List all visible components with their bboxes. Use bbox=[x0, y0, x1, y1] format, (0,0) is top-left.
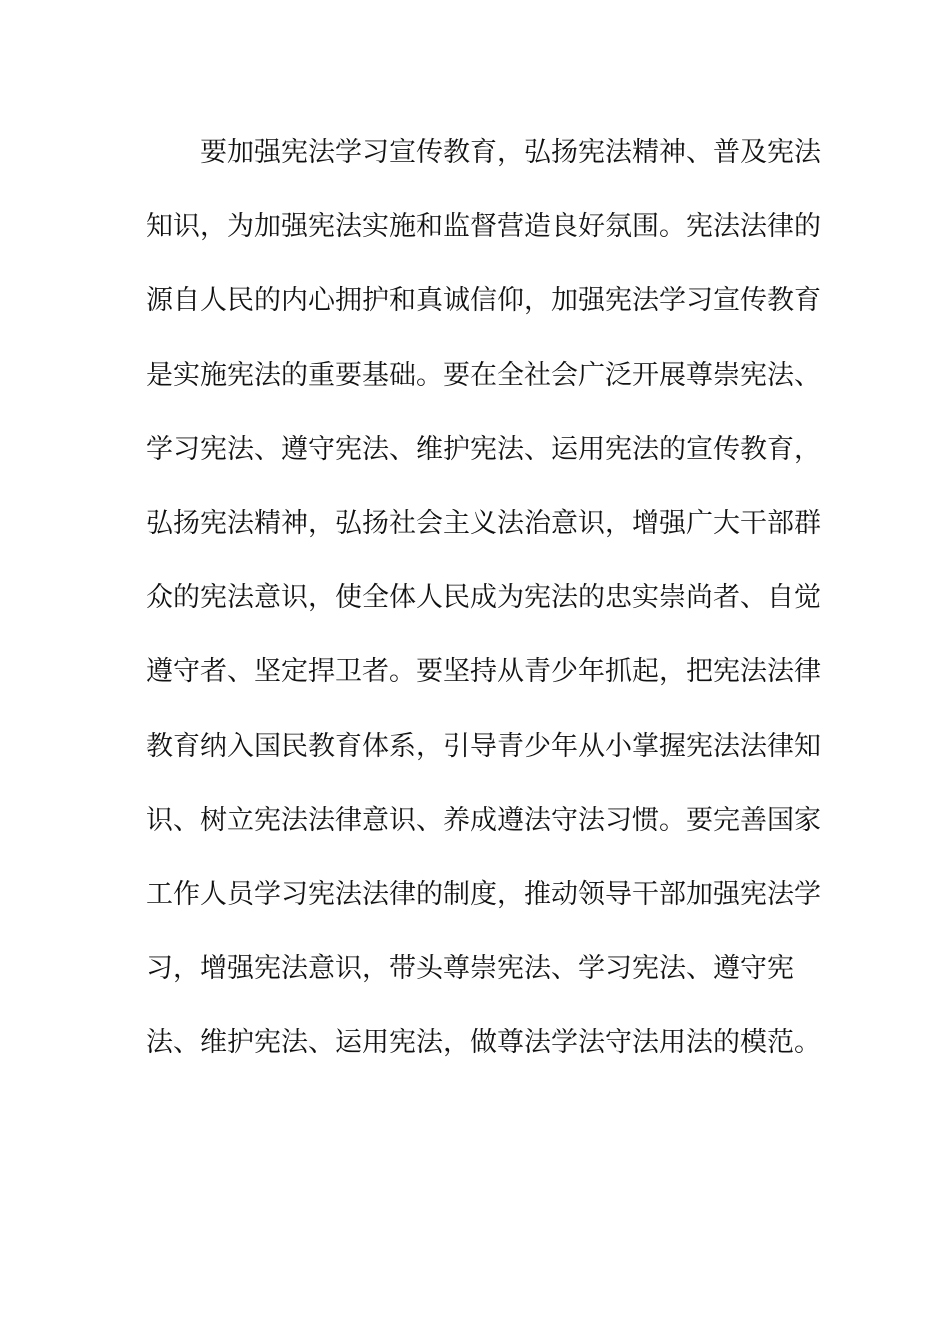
paragraph-line-3: 源自人民的内心拥护和真诚信仰，加强宪法学习宣传教育 bbox=[146, 285, 821, 317]
paragraph-line-9: 教育纳入国民教育体系，引导青少年从小掌握宪法法律知 bbox=[146, 730, 821, 762]
paragraph-line-13: 法、维护宪法、运用宪法，做尊法学法守法用法的模范。 bbox=[146, 1027, 821, 1059]
paragraph-line-2: 知识，为加强宪法实施和监督营造良好氛围。宪法法律的 bbox=[146, 211, 821, 243]
paragraph-line-11: 工作人员学习宪法法律的制度，推动领导干部加强宪法学 bbox=[146, 878, 821, 910]
paragraph-line-12: 习，增强宪法意识，带头尊崇宪法、学习宪法、遵守宪 bbox=[146, 953, 794, 985]
paragraph-line-1: 要加强宪法学习宣传教育，弘扬宪法精神、普及宪法 bbox=[200, 137, 821, 168]
paragraph-line-10: 识、树立宪法法律意识、养成遵法守法习惯。要完善国家 bbox=[146, 804, 821, 836]
body-paragraph bbox=[146, 128, 821, 1092]
paragraph-line-7: 众的宪法意识，使全体人民成为宪法的忠实崇尚者、自觉 bbox=[146, 582, 821, 614]
paragraph-line-6: 弘扬宪法精神，弘扬社会主义法治意识，增强广大干部群 bbox=[146, 507, 821, 539]
paragraph-line-5: 学习宪法、遵守宪法、维护宪法、运用宪法的宣传教育， bbox=[146, 433, 821, 465]
paragraph-line-8: 遵守者、坚定捍卫者。要坚持从青少年抓起，把宪法法律 bbox=[146, 656, 821, 688]
paragraph-line-4: 是实施宪法的重要基础。要在全社会广泛开展尊崇宪法、 bbox=[146, 359, 821, 391]
